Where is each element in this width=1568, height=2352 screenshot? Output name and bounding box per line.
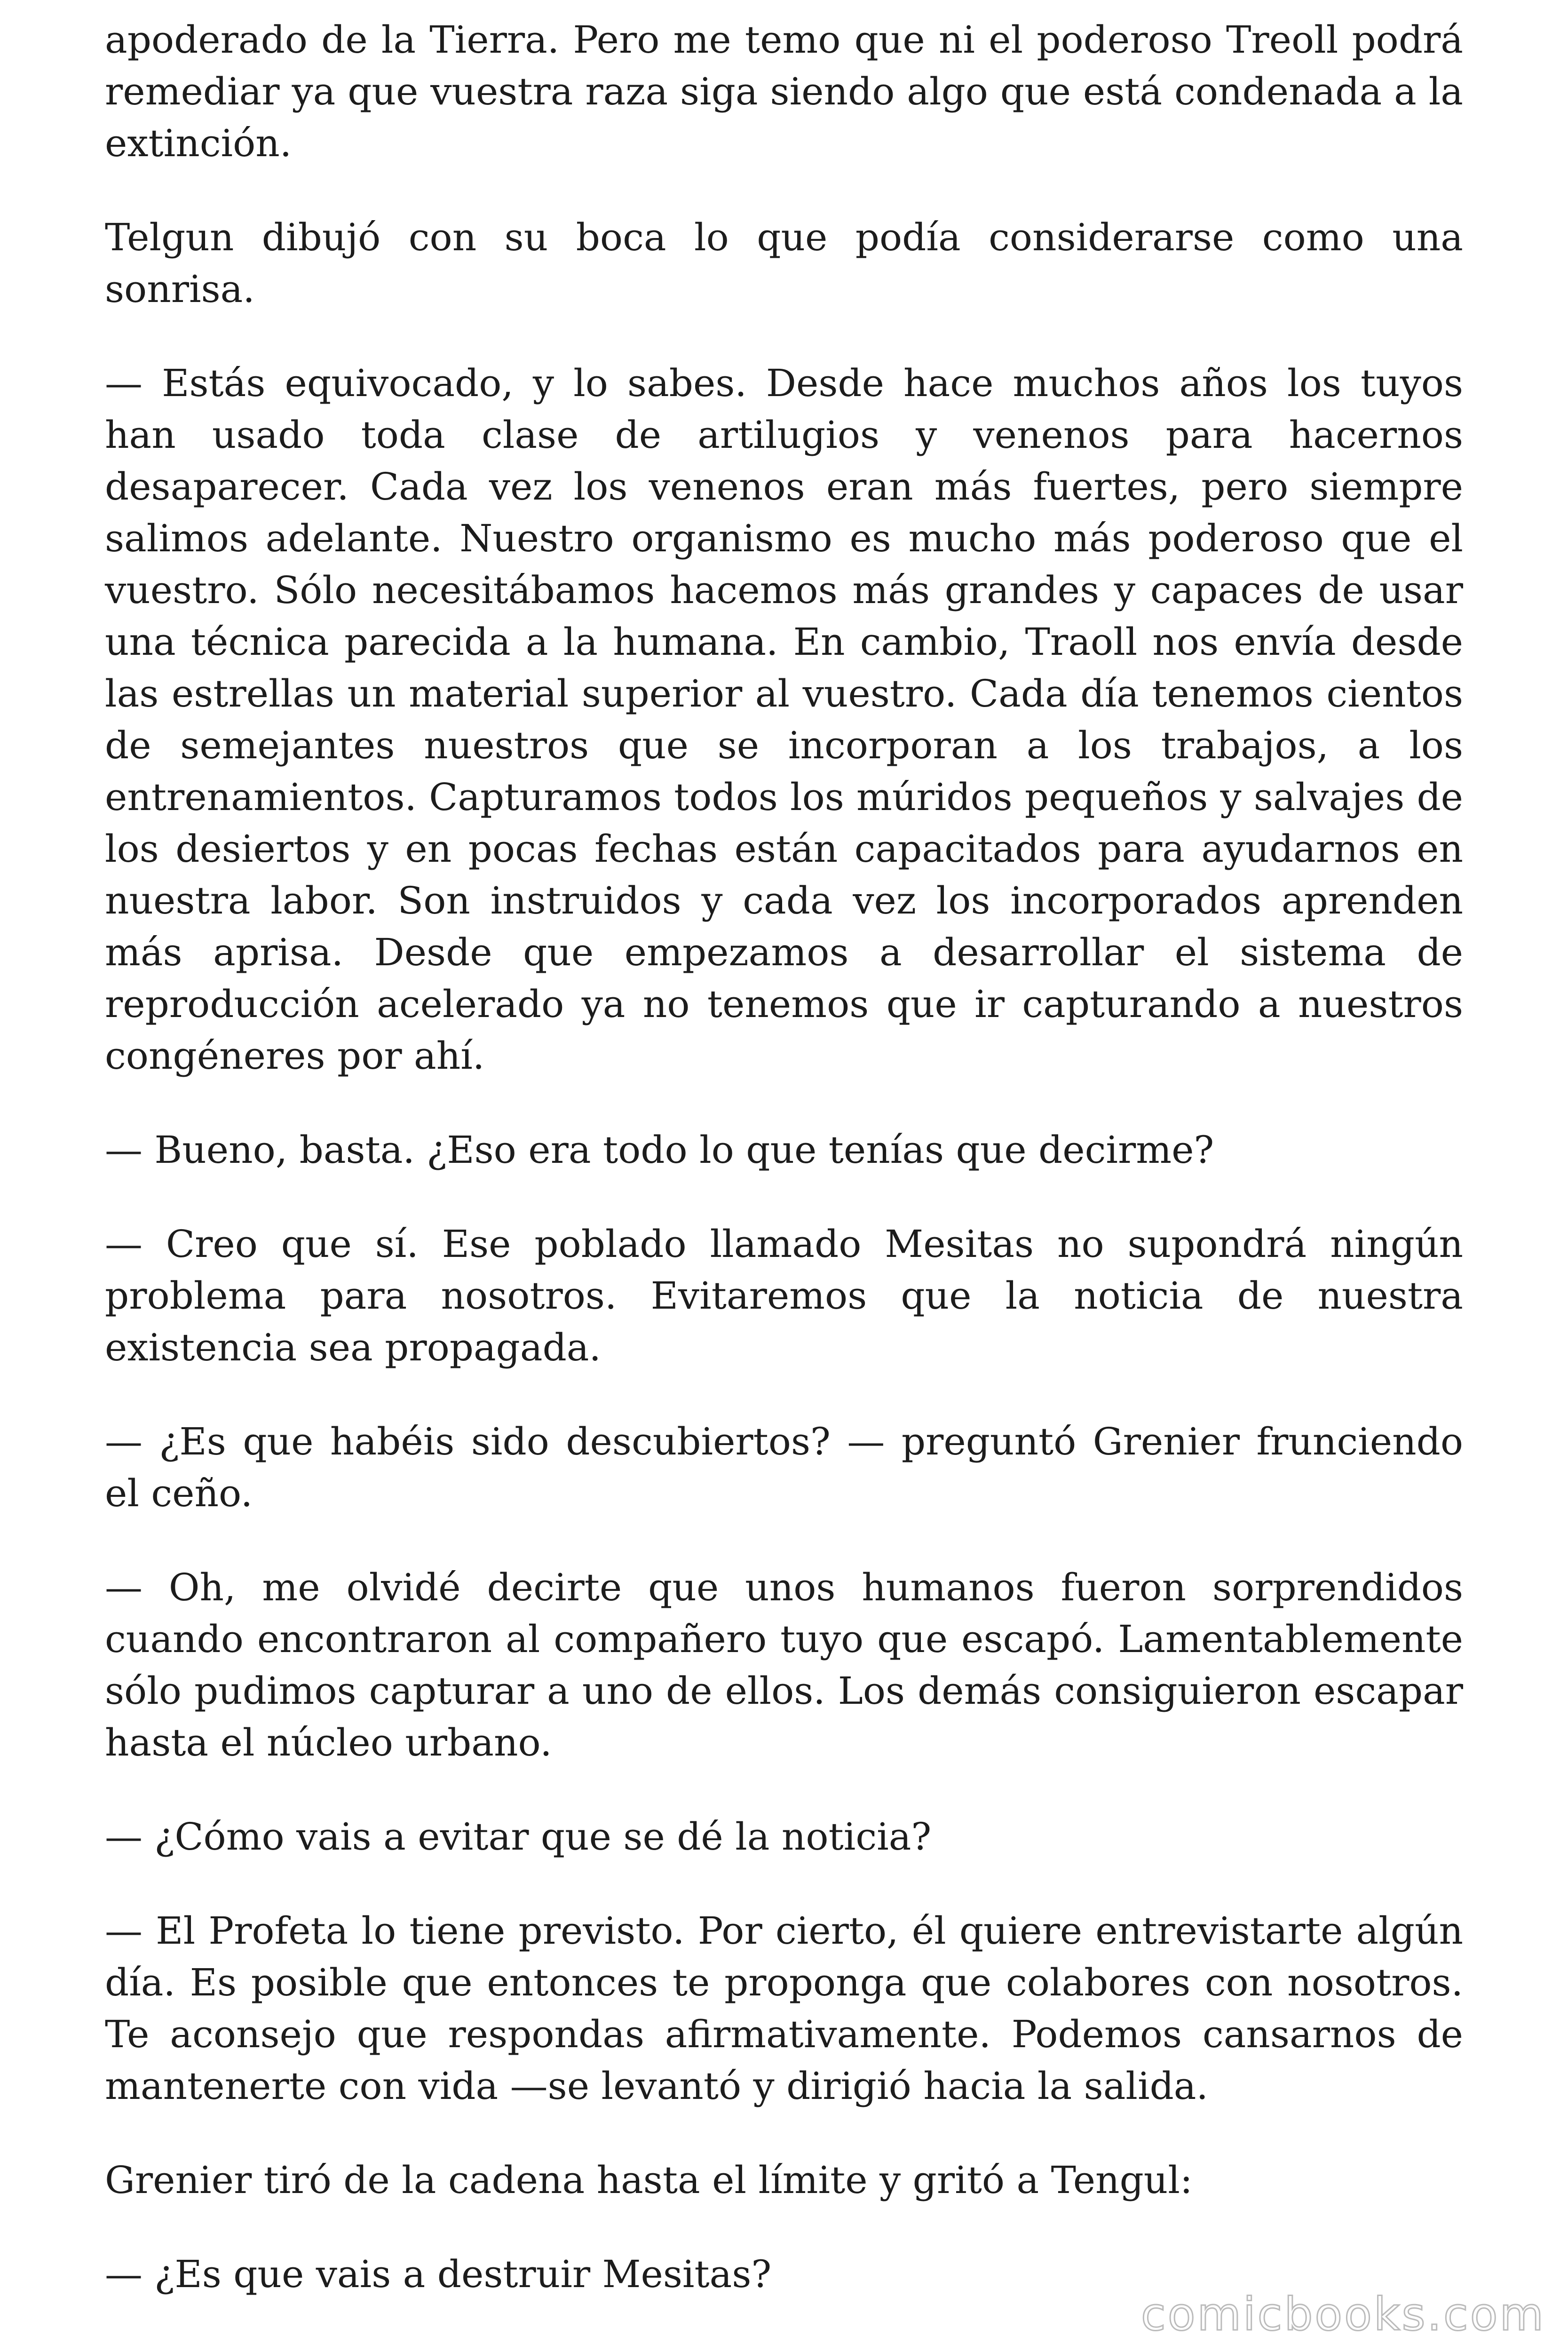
paragraph-4: — Bueno, basta. ¿Eso era todo lo que tenías que decirme? (105, 1128, 1214, 1172)
paragraph-8: — ¿Cómo vais a evitar que se dé la noticia? (105, 1815, 932, 1859)
paragraph-11: — ¿Es que vais a destruir Mesitas? (105, 2252, 772, 2296)
paragraph-2: Telgun dibujó con su boca lo que podía considerarse como una sonrisa. (105, 215, 1463, 311)
watermark: comicbooks.com (1140, 2288, 1545, 2341)
paragraph-5: — Creo que sí. Ese poblado llamado Mesitas no supondrá ningún problema para nosotros. Evitaremos que la noticia de nuestra existencia sea propagada. (105, 1222, 1463, 1369)
paragraph-10: Grenier tiró de la cadena hasta el límite y gritó a Tengul: (105, 2158, 1193, 2202)
paragraph-3: — Estás equivocado, y lo sabes. Desde hace muchos años los tuyos han usado toda clase de artilugios y venenos para hacernos desaparecer. Cada vez los venenos eran más fuertes, pero siempre salimos adelante. Nuestro organismo es mucho más poderoso que el vuestro. Sólo necesitábamos hacemos más grandes y capaces de usar una técnica parecida a la humana. En cambio, Traoll nos envía desde las estrellas un material superior al vuestro. Cada día tenemos cientos de semejantes nuestros que se incorporan a los trabajos, a los entrenamientos. Capturamos todos los múridos pequeños y salvajes de los desiertos y en pocas fechas están capacitados para ayudarnos en nuestra labor. Son instruidos y cada vez los incorporados aprenden más aprisa. Desde que empezamos a desarrollar el sistema de reproducción acelerado ya no tenemos que ir capturando a nuestros congéneres por ahí. (105, 361, 1463, 1078)
paragraph-1: apoderado de la Tierra. Pero me temo que ni el poderoso Treoll podrá remediar ya que vuestra raza siga siendo algo que está condenada a la extinción. (105, 18, 1463, 165)
paragraph-7: — Oh, me olvidé decirte que unos humanos fueron sorprendidos cuando encontraron al compañero tuyo que escapó. Lamentablemente sólo pudimos capturar a uno de ellos. Los demás consiguieron escapar hasta el núcleo urbano. (105, 1565, 1463, 1764)
paragraph-9: — El Profeta lo tiene previsto. Por cierto, él quiere entrevistarte algún día. Es posible que entonces te proponga que colabores con nosotros. Te aconsejo que respondas afirmativamente. Podemos cansarnos de mantenerte con vida —se levantó y dirigió hacia la salida. (105, 1909, 1463, 2108)
paragraph-6: — ¿Es que habéis sido descubiertos? — preguntó Grenier frunciendo el ceño. (105, 1420, 1463, 1515)
text-column (105, 14, 1463, 2343)
